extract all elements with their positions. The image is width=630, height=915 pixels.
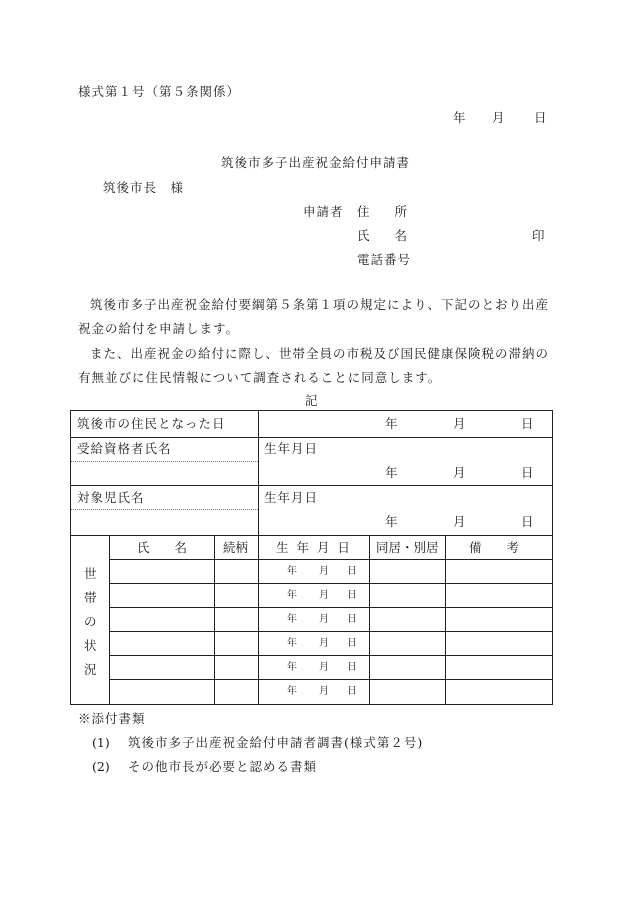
form-number: 様式第１号（第５条関係） — [78, 84, 241, 99]
resident-date-day: 日 — [521, 416, 534, 431]
resident-date-month: 月 — [453, 416, 466, 431]
body-para1-line2: 祝金の給付を申請します。 — [78, 321, 240, 336]
household-side-char: の — [84, 614, 97, 629]
application-table — [70, 410, 553, 705]
household-side-char: 世 — [84, 566, 97, 581]
table-line — [109, 655, 552, 656]
household-birth-day: 日 — [347, 638, 357, 649]
recipient-birth-year: 年 — [385, 465, 398, 480]
applicant-phone-label: 電話番号 — [357, 252, 412, 267]
header-name: 氏 名 — [137, 540, 188, 555]
attachment-number: (2) — [92, 759, 110, 774]
household-birth-year: 年 — [287, 566, 297, 577]
household-birth-year: 年 — [287, 662, 297, 673]
recipient-birth-month: 月 — [453, 465, 466, 480]
date-year: 年 — [453, 110, 466, 125]
household-birth-day: 日 — [347, 662, 357, 673]
table-line — [109, 679, 552, 680]
applicant-address-label: 住 所 — [357, 204, 408, 219]
household-birth-month: 月 — [319, 662, 329, 673]
attachment-number: (1) — [92, 735, 110, 750]
child-birth-day: 日 — [521, 514, 534, 529]
household-birth-year: 年 — [287, 686, 297, 697]
ki-label: 記 — [305, 393, 318, 408]
household-birth-year: 年 — [287, 638, 297, 649]
table-line — [71, 535, 552, 536]
applicant-label: 申請者 — [303, 204, 344, 219]
table-line — [369, 535, 370, 704]
child-birth-month: 月 — [453, 514, 466, 529]
recipient-name-label: 受給資格者氏名 — [77, 441, 172, 456]
recipient-birthdate-label: 生年月日 — [264, 441, 319, 456]
resident-date-label: 筑後市の住民となった日 — [77, 416, 226, 431]
table-line — [71, 437, 552, 438]
table-line — [71, 485, 552, 486]
table-line — [109, 559, 552, 560]
child-name-label: 対象児氏名 — [77, 490, 145, 505]
household-birth-month: 月 — [319, 614, 329, 625]
table-line — [109, 583, 552, 584]
household-birth-month: 月 — [319, 686, 329, 697]
table-line — [258, 411, 259, 535]
attachments-title: ※添付書類 — [78, 711, 146, 726]
recipient-birth-day: 日 — [521, 465, 534, 480]
body-para1-line1: 筑後市多子出産祝金給付要綱第５条第１項の規定により、下記のとおり出産 — [90, 297, 550, 312]
seal-mark: 印 — [532, 228, 545, 243]
household-birth-year: 年 — [287, 590, 297, 601]
addressee: 筑後市長 様 — [103, 180, 185, 195]
household-side-char: 状 — [84, 638, 97, 653]
household-side-char: 況 — [84, 662, 97, 677]
household-birth-day: 日 — [347, 590, 357, 601]
household-side-char: 帯 — [84, 590, 97, 605]
child-birthdate-label: 生年月日 — [264, 490, 319, 505]
household-birth-month: 月 — [319, 566, 329, 577]
table-line — [109, 607, 552, 608]
attachment-text: その他市長が必要と認める書類 — [128, 759, 318, 774]
household-birth-year: 年 — [287, 614, 297, 625]
resident-date-year: 年 — [385, 416, 398, 431]
document-title: 筑後市多子出産祝金給付申請書 — [221, 155, 411, 170]
body-para2-line1: また、出産祝金の給付に際し、世帯全員の市税及び国民健康保険税の滞納の — [90, 346, 550, 361]
table-line — [109, 535, 110, 704]
header-remarks: 備 考 — [469, 540, 520, 555]
table-line — [109, 631, 552, 632]
table-line — [214, 535, 215, 704]
table-dotted-line — [71, 461, 258, 462]
table-line — [445, 535, 446, 704]
household-birth-day: 日 — [347, 614, 357, 625]
household-birth-day: 日 — [347, 566, 357, 577]
household-birth-month: 月 — [319, 590, 329, 601]
date-day: 日 — [534, 110, 547, 125]
table-dotted-line — [71, 509, 258, 510]
attachment-text: 筑後市多子出産祝金給付申請者調書(様式第２号) — [128, 735, 424, 750]
household-birth-month: 月 — [319, 638, 329, 649]
applicant-name-label: 氏 名 — [357, 228, 408, 243]
header-relation: 続柄 — [223, 540, 249, 555]
household-birth-day: 日 — [347, 686, 357, 697]
header-residence: 同居・別居 — [376, 540, 439, 555]
header-birthdate: 生 年 月 日 — [276, 540, 352, 555]
date-month: 月 — [492, 110, 505, 125]
table-line — [258, 535, 259, 704]
child-birth-year: 年 — [385, 514, 398, 529]
body-para2-line2: 有無並びに住民情報について調査されることに同意します。 — [78, 370, 442, 385]
